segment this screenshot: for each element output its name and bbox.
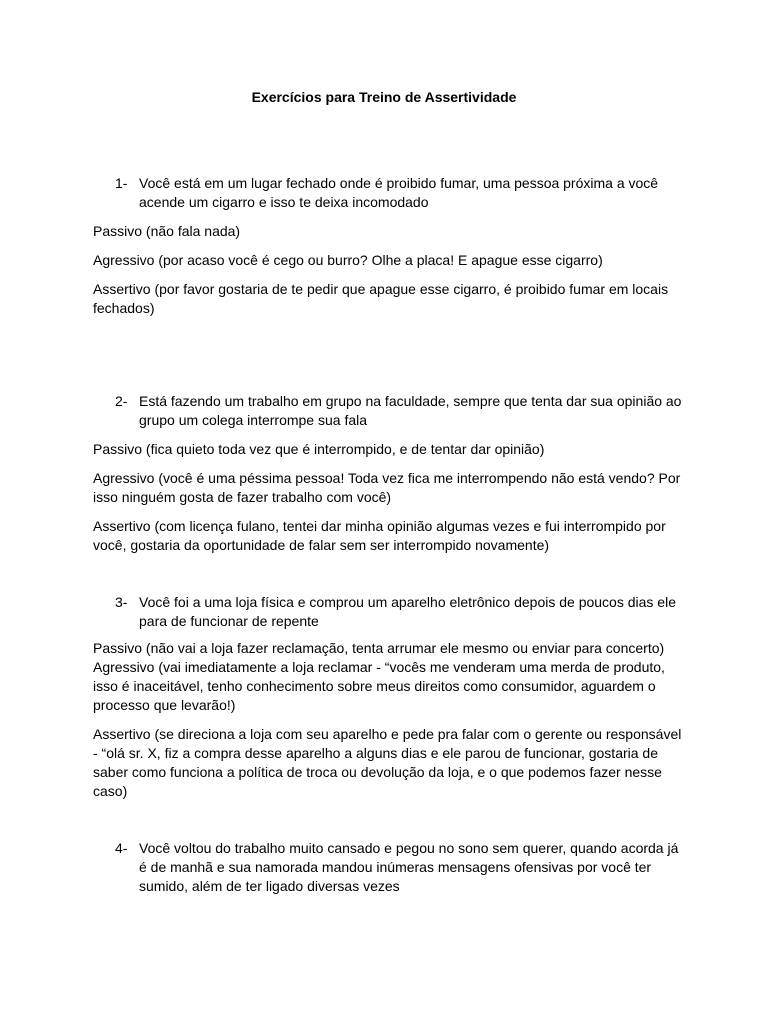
passive-answer: Passivo (não vai a loja fazer reclamação, tenta arrumar ele mesmo ou enviar para concerto) <box>93 640 665 656</box>
passive-answer: Passivo (não fala nada) <box>93 223 241 239</box>
passive-answer: Passivo (fica quieto toda vez que é interrompido, e de tentar dar opinião) <box>93 441 545 457</box>
aggressive-answer: Agressivo (você é uma péssima pessoa! Toda vez fica me interrompendo não está vendo? Por isso ninguém gosta de fazer trabalho com você) <box>93 470 681 505</box>
question-number: 1- <box>115 175 128 191</box>
aggressive-answer: Agressivo (vai imediatamente a loja reclamar - “vocês me venderam uma merda de produto, isso é inaceitável, tenho conhecimento sobre meus direitos como consumidor, aguardem o processo que levarão!) <box>93 659 665 713</box>
question-4 <box>93 839 685 896</box>
question-prompt: Você voltou do trabalho muito cansado e pegou no sono sem querer, quando acorda já é de manhã e sua namorada mandou inúmeras mensagens ofensivas por você ter sumido, além de ter ligado diversas vezes <box>139 840 679 894</box>
aggressive-answer: Agressivo (por acaso você é cego ou burro? Olhe a placa! E apague esse cigarro) <box>93 252 603 268</box>
question-prompt: Você foi a uma loja física e comprou um aparelho eletrônico depois de poucos dias ele para de funcionar de repente <box>139 594 676 629</box>
question-number: 3- <box>115 594 128 610</box>
question-prompt: Está fazendo um trabalho em grupo na faculdade, sempre que tenta dar sua opinião ao grupo um colega interrompe sua fala <box>139 393 682 428</box>
question-1 <box>93 174 685 212</box>
question-2 <box>93 392 685 430</box>
question-prompt: Você está em um lugar fechado onde é proibido fumar, uma pessoa próxima a você acende um cigarro e isso te deixa incomodado <box>139 175 659 210</box>
assertive-answer: Assertivo (se direciona a loja com seu aparelho e pede pra falar com o gerente ou responsável - “olá sr. X, fiz a compra desse aparelho a alguns dias e ele parou de funcionar, gostaria de saber como funciona a política de troca ou devolução da loja, e o que podemos fazer nesse caso) <box>93 726 682 799</box>
question-number: 4- <box>115 840 128 856</box>
assertive-answer: Assertivo (por favor gostaria de te pedir que apague esse cigarro, é proibido fumar em locais fechados) <box>93 281 669 316</box>
question-number: 2- <box>115 393 128 409</box>
assertive-answer: Assertivo (com licença fulano, tentei dar minha opinião algumas vezes e fui interrompido por você, gostaria da oportunidade de falar sem ser interrompido novamente) <box>93 518 666 553</box>
question-3 <box>93 593 685 631</box>
document-body <box>93 174 685 896</box>
document-title: Exercícios para Treino de Assertividade <box>251 89 517 105</box>
